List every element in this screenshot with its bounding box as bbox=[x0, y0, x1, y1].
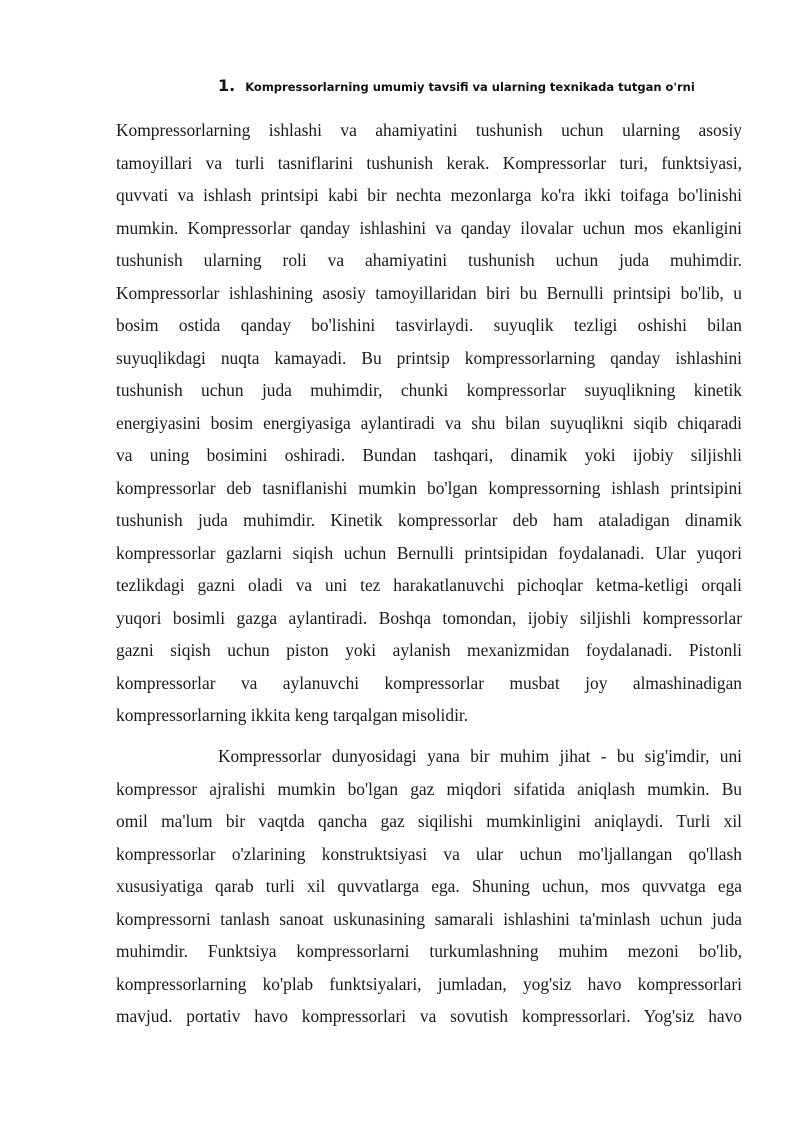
paragraph-line: kompressorni tanlash sanoat uskunasining samarali ishlashini ta'minlash uchun juda bbox=[116, 908, 742, 929]
paragraph-line: quvvati va ishlash printsipi kabi bir nechta mezonlarga ko'ra ikki toifaga bo'linishi bbox=[116, 185, 742, 205]
paragraph-line: tezlikdagi gazni oladi va uni tez harakatlanuvchi pichoqlar ketma-ketligi orqali bbox=[116, 575, 742, 595]
paragraph-line: Kompressorlar dunyosidagi yana bir muhim jihat - bu sig'imdir, uni bbox=[218, 746, 742, 766]
paragraph-line: kompressorlar o'zlarining konstruktsiyasi va ular uchun mo'ljallangan qo'llash bbox=[116, 843, 742, 864]
paragraph-2 bbox=[116, 740, 742, 1033]
paragraph-line: kompressorlar va aylanuvchi kompressorlar musbat joy almashinadigan bbox=[116, 672, 742, 693]
paragraph-line: mavjud. portativ havo kompressorlari va sovutish kompressorlari. Yog'siz havo bbox=[116, 1006, 742, 1026]
section-number: 1. bbox=[218, 76, 236, 95]
paragraph-line: omil ma'lum bir vaqtda qancha gaz siqilishi mumkinligini aniqlaydi. Turli xil bbox=[116, 811, 742, 831]
paragraph-line: xususiyatiga qarab turli xil quvvatlarga ega. Shuning uchun, mos quvvatga ega bbox=[116, 876, 742, 896]
paragraph-line: muhimdir. Funktsiya kompressorlarni turkumlashning muhim mezoni bo'lib, bbox=[116, 941, 742, 961]
paragraph-line: Kompressorlar ishlashining asosiy tamoyillaridan biri bu Bernulli printsipi bo'lib, u bbox=[116, 282, 742, 303]
paragraph-line: tamoyillari va turli tasniflarini tushunish kerak. Kompressorlar turi, funktsiyasi, bbox=[116, 152, 742, 173]
section-title: Kompressorlarning umumiy tavsifi va ularning texnikada tutgan o'rni bbox=[245, 80, 695, 94]
paragraph-line: tushunish ularning roli va ahamiyatini tushunish uchun juda muhimdir. bbox=[116, 250, 742, 270]
paragraph-line: kompressor ajralishi mumkin bo'lgan gaz miqdori sifatida aniqlash mumkin. Bu bbox=[116, 778, 742, 799]
paragraph-line: kompressorlar deb tasniflanishi mumkin bo'lgan kompressorning ishlash printsipini bbox=[116, 477, 742, 498]
paragraph-1 bbox=[116, 114, 742, 732]
section-heading bbox=[218, 76, 778, 95]
paragraph-line: yuqori bosimli gazga aylantiradi. Boshqa tomondan, ijobiy siljishli kompressorlar bbox=[116, 607, 742, 628]
paragraph-line: kompressorlar gazlarni siqish uchun Bernulli printsipidan foydalanadi. Ular yuqori bbox=[116, 542, 742, 563]
paragraph-line: suyuqlikdagi nuqta kamayadi. Bu printsip kompressorlarning qanday ishlashini bbox=[116, 347, 742, 368]
paragraph-line: mumkin. Kompressorlar qanday ishlashini va qanday ilovalar uchun mos ekanligini bbox=[116, 217, 742, 238]
paragraph-line: energiyasini bosim energiyasiga aylantiradi va shu bilan suyuqlikni siqib chiqaradi bbox=[116, 412, 742, 433]
paragraph-line: Kompressorlarning ishlashi va ahamiyatini tushunish uchun ularning asosiy bbox=[116, 120, 742, 140]
paragraph-line: tushunish juda muhimdir. Kinetik kompressorlar deb ham ataladigan dinamik bbox=[116, 510, 742, 530]
paragraph-line: bosim ostida qanday bo'lishini tasvirlaydi. suyuqlik tezligi oshishi bilan bbox=[116, 315, 742, 335]
paragraph-line: tushunish uchun juda muhimdir, chunki kompressorlar suyuqlikning kinetik bbox=[116, 380, 742, 400]
paragraph-line: gazni siqish uchun piston yoki aylanish mexanizmidan foydalanadi. Pistonli bbox=[116, 640, 742, 660]
paragraph-line: kompressorlarning ko'plab funktsiyalari, jumladan, yog'siz havo kompressorlari bbox=[116, 973, 742, 994]
paragraph-line: kompressorlarning ikkita keng tarqalgan misolidir. bbox=[116, 705, 469, 725]
paragraph-line: va uning bosimini oshiradi. Bundan tashqari, dinamik yoki ijobiy siljishli bbox=[116, 445, 742, 465]
